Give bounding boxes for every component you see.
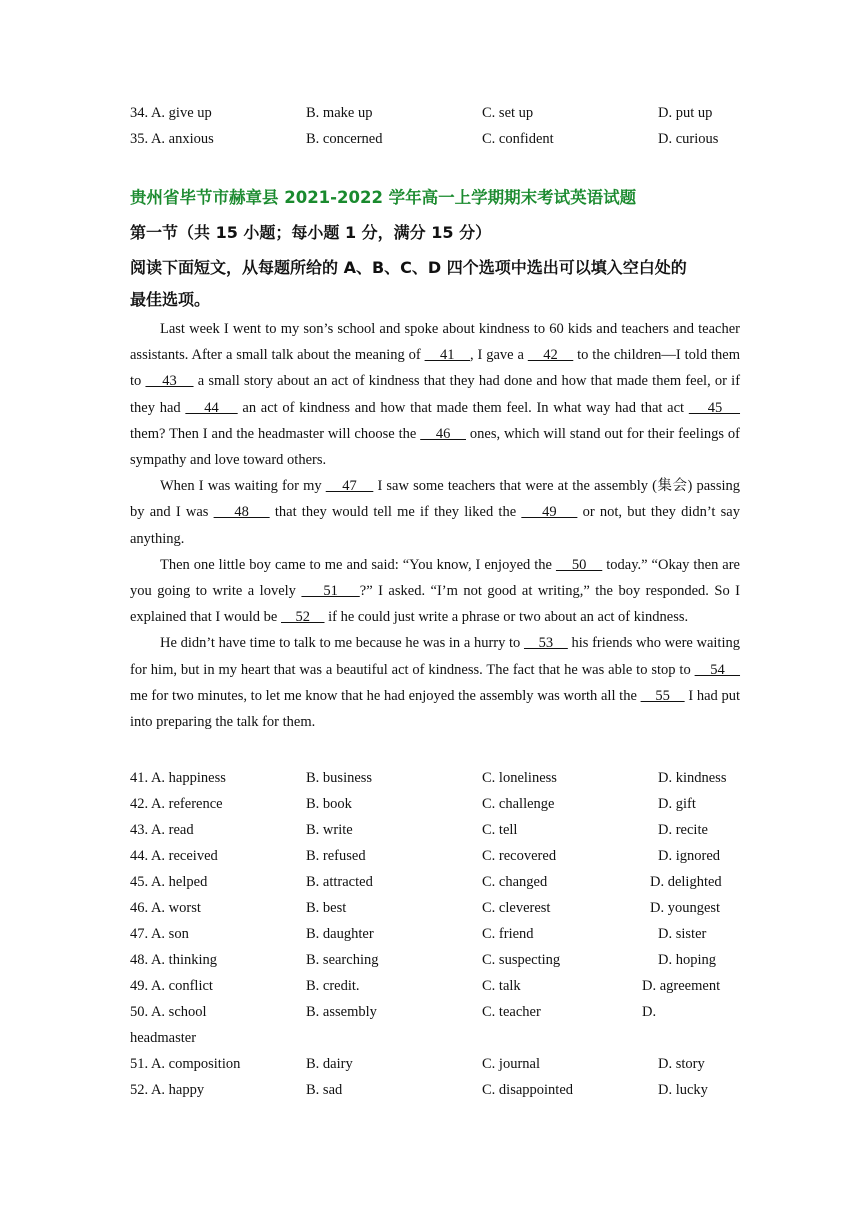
option-d: D. agreement: [642, 978, 721, 994]
option-row-44: [130, 843, 750, 869]
option-d: D. gift: [658, 796, 696, 812]
option-b: B. attracted: [306, 874, 373, 890]
option-b: B. book: [306, 796, 352, 812]
option-d: D. sister: [658, 926, 707, 942]
option-a: 45. A. helped: [130, 874, 208, 890]
option-a: 47. A. son: [130, 926, 189, 942]
option-b: B. concerned: [306, 131, 383, 147]
option-row-46: [130, 895, 750, 921]
option-b: B. credit.: [306, 978, 360, 994]
option-d: D. delighted: [650, 874, 722, 890]
exam-title: 贵州省毕节市赫章县 2021-2022 学年高一上学期期末考试英语试题: [130, 188, 637, 207]
option-a: 41. A. happiness: [130, 770, 226, 786]
option-row-34: [130, 100, 750, 126]
option-c: C. friend: [482, 926, 534, 942]
option-c: C. recovered: [482, 848, 557, 864]
blank-44: 44: [185, 399, 238, 416]
blank-48: 48: [213, 504, 270, 521]
passage-text: a small story about an act of kindness that they had done and how that made them feel, or if they had: [130, 373, 741, 416]
option-d-wrapped: headmaster: [130, 1030, 197, 1046]
option-c: C. cleverest: [482, 900, 551, 916]
option-d: D. kindness: [658, 770, 727, 786]
option-c: C. set up: [482, 105, 534, 121]
option-d: D. youngest: [650, 900, 721, 916]
option-b: B. daughter: [306, 926, 374, 942]
option-row-50-wrap: [130, 1025, 750, 1051]
passage-text: I saw some teachers that were at the assembly (集会) passing by and I was: [130, 478, 740, 521]
option-d: D. story: [658, 1056, 705, 1072]
passage-text: me for two minutes, to let me know that he had enjoyed the assembly was worth all the: [130, 687, 641, 704]
option-d: D. lucky: [658, 1082, 708, 1098]
passage-text: Last week I went to my son’s school and spoke about kindness to 60 kids and teachers and teacher assistants. After a small talk about the meaning of: [130, 321, 740, 364]
option-d: D. ignored: [658, 848, 721, 864]
option-c: C. suspecting: [482, 952, 561, 968]
blank-54: 54: [694, 661, 741, 678]
section-heading: 第一节（共 15 小题；每小题 1 分，满分 15 分）: [130, 223, 492, 242]
passage-paragraph-3: [130, 552, 740, 631]
blank-52: 52: [281, 609, 325, 626]
option-d: D. put up: [658, 105, 713, 121]
option-row-45: [130, 869, 750, 895]
passage-text: I had put into preparing the talk for them.: [130, 687, 740, 731]
option-b: B. assembly: [306, 1004, 377, 1020]
passage-text: or not, but they didn’t say anything.: [130, 504, 740, 547]
option-d: D. recite: [658, 822, 708, 838]
passage-text: ?” I asked. “I’m not good at writing,” the boy responded. So I explained that I would be: [130, 583, 741, 626]
blank-42: 42: [527, 347, 574, 364]
passage-text: , I gave a: [470, 347, 528, 364]
blank-41: 41: [424, 347, 471, 364]
passage-text: He didn’t have time to talk to me because he was in a hurry to: [160, 635, 524, 652]
blank-43: 43: [145, 373, 194, 390]
option-b: B. make up: [306, 105, 373, 121]
option-c: C. tell: [482, 822, 518, 838]
option-row-41: [130, 765, 750, 791]
option-c: C. challenge: [482, 796, 555, 812]
option-b: B. searching: [306, 952, 379, 968]
option-row-50: [130, 999, 750, 1025]
option-row-51: [130, 1051, 750, 1077]
option-a: 51. A. composition: [130, 1056, 241, 1072]
option-a: 46. A. worst: [130, 900, 201, 916]
blank-47: 47: [325, 478, 374, 495]
passage-text: them? Then I and the headmaster will choose the: [130, 425, 421, 442]
blank-46: 46: [420, 425, 466, 442]
option-a: 48. A. thinking: [130, 952, 218, 968]
option-c: C. changed: [482, 874, 548, 890]
option-row-52: [130, 1077, 750, 1103]
option-a: 34. A. give up: [130, 105, 212, 121]
passage-paragraph-2: [130, 473, 740, 552]
passage-text: When I was waiting for my: [160, 478, 326, 495]
option-row-43: [130, 817, 750, 843]
option-a: 42. A. reference: [130, 796, 223, 812]
passage-text: Then one little boy came to me and said: “You know, I enjoyed the: [160, 556, 556, 573]
option-a: 35. A. anxious: [130, 131, 214, 147]
option-d: D. hoping: [658, 952, 716, 968]
passage-paragraph-1: [130, 316, 740, 473]
blank-50: 50: [555, 556, 603, 573]
option-b: B. business: [306, 770, 373, 786]
passage-text: that they would tell me if they liked the: [269, 504, 522, 521]
option-row-35: [130, 126, 750, 152]
option-row-49: [130, 973, 750, 999]
option-b: B. dairy: [306, 1056, 353, 1072]
option-a: 50. A. school: [130, 1004, 207, 1020]
passage-text: today.” “Okay then are you going to write a lovely: [130, 556, 740, 600]
passage-text: his friends who were waiting for him, but in my heart that was a beautiful act of kindness. The fact that he was able to stop to: [130, 635, 740, 678]
instruction-line-1: 阅读下面短文，从每题所给的 A、B、C、D 四个选项中选出可以填入空白处的: [130, 258, 687, 277]
option-a: 52. A. happy: [130, 1082, 205, 1098]
cloze-passage: [130, 316, 740, 735]
option-c: C. journal: [482, 1056, 540, 1072]
option-d: D.: [642, 1004, 657, 1020]
option-row-42: [130, 791, 750, 817]
option-row-48: [130, 947, 750, 973]
option-c: C. talk: [482, 978, 521, 994]
blank-51: 51: [301, 583, 360, 600]
option-b: B. best: [306, 900, 347, 916]
passage-text: ones, which will stand out for their feelings of sympathy and love toward others.: [130, 425, 740, 469]
option-d: D. curious: [658, 131, 719, 147]
passage-text: to the children—I told them to: [130, 347, 740, 390]
option-b: B. write: [306, 822, 353, 838]
option-a: 43. A. read: [130, 822, 194, 838]
blank-49: 49: [521, 504, 578, 521]
option-c: C. loneliness: [482, 770, 557, 786]
passage-text: an act of kindness and how that made them feel. In what way had that act: [237, 399, 689, 416]
instruction-line-2: 最佳选项。: [130, 290, 211, 309]
option-a: 44. A. received: [130, 848, 218, 864]
blank-53: 53: [523, 635, 568, 652]
option-c: C. disappointed: [482, 1082, 574, 1098]
option-c: C. teacher: [482, 1004, 541, 1020]
option-b: B. refused: [306, 848, 366, 864]
blank-45: 45: [688, 399, 741, 416]
option-b: B. sad: [306, 1082, 343, 1098]
blank-55: 55: [640, 687, 685, 704]
option-row-47: [130, 921, 750, 947]
passage-text: if he could just write a phrase or two about an act of kindness.: [324, 609, 689, 626]
option-c: C. confident: [482, 131, 554, 147]
option-a: 49. A. conflict: [130, 978, 213, 994]
passage-paragraph-4: [130, 630, 740, 735]
